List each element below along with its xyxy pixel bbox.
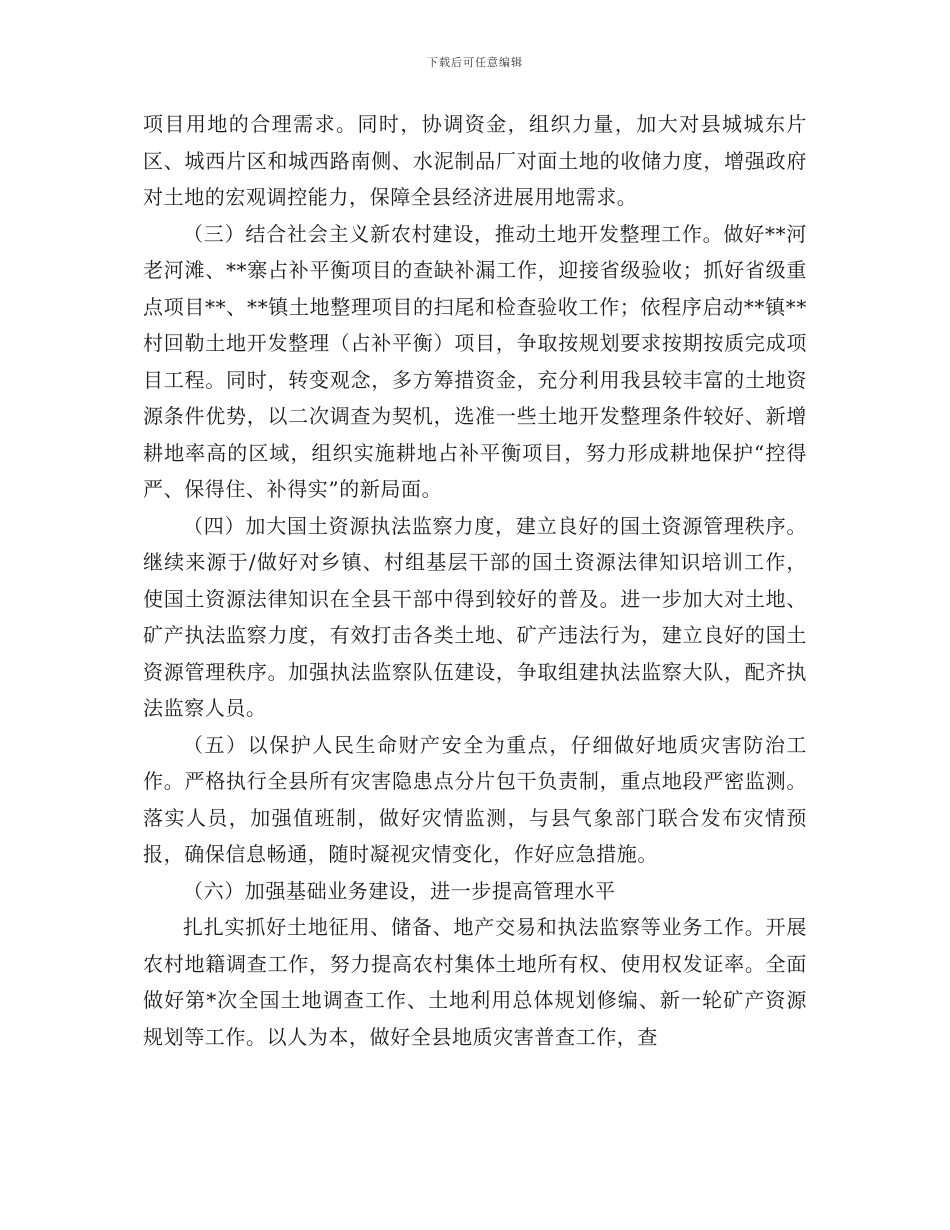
paragraph-land-development: （三）结合社会主义新农村建设，推动土地开发整理工作。做好**河老河滩、**寨占补平衡项目的查缺补漏工作，迎接省级验收；抓好省级重点项目**、**镇土地整理项目的扫尾和检查验收工作；依程序启动**镇**村回勒土地开发整理（占补平衡）项目，争取按规划要求按期按质完成项目工程。同时，转变观念，多方筹措资金，充分利用我县较丰富的土地资源条件优势，以二次调查为契机，选准一些土地开发整理条件较好、新增耕地率高的区域，组织实施耕地占补平衡项目，努力形成耕地保护“控得严、保得住、补得实”的新局面。 xyxy=(143,221,807,501)
paragraph-disaster-prevention: （五）以保护人民生命财产安全为重点，仔细做好地质灾害防治工作。严格执行全县所有灾害隐患点分片包干负责制，重点地段严密监测。落实人员，加强值班制，做好灾情监测，与县气象部门联合发布灾情预报，确保信息畅通，随时凝视灾情变化，作好应急措施。 xyxy=(143,732,807,866)
paragraph-basic-business-heading: （六）加强基础业务建设，进一步提高管理水平 xyxy=(183,878,616,903)
document-body xyxy=(143,106,807,1055)
paragraph-law-enforcement: （四）加大国土资源执法监察力度，建立良好的国土资源管理秩序。继续来源于/做好对乡镇、村组基层干部的国土资源法律知识培训工作，使国土资源法律知识在全县干部中得到较好的普及。进一步加大对土地、矿产执法监察力度，有效打击各类土地、矿产违法行为，建立良好的国土资源管理秩序。加强执法监察队伍建设，争取组建执法监察大队，配齐执法监察人员。 xyxy=(143,513,807,720)
paragraph-basic-business: 扎扎实抓好土地征用、储备、地产交易和执法监察等业务工作。开展农村地籍调查工作，努力提高农村集体土地所有权、使用权发证率。全面做好第*次全国土地调查工作、土地利用总体规划修编、新一轮矿产资源规划等工作。以人为本，做好全县地质灾害普查工作，查 xyxy=(143,915,807,1049)
page-header: 下载后可任意编辑 xyxy=(427,56,523,69)
paragraph-land-demand: 项目用地的合理需求。同时，协调资金，组织力量，加大对县城城东片区、城西片区和城西路南侧、水泥制品厂对面土地的收储力度，增强政府对土地的宏观调控能力，保障全县经济进展用地需求。 xyxy=(143,112,807,209)
